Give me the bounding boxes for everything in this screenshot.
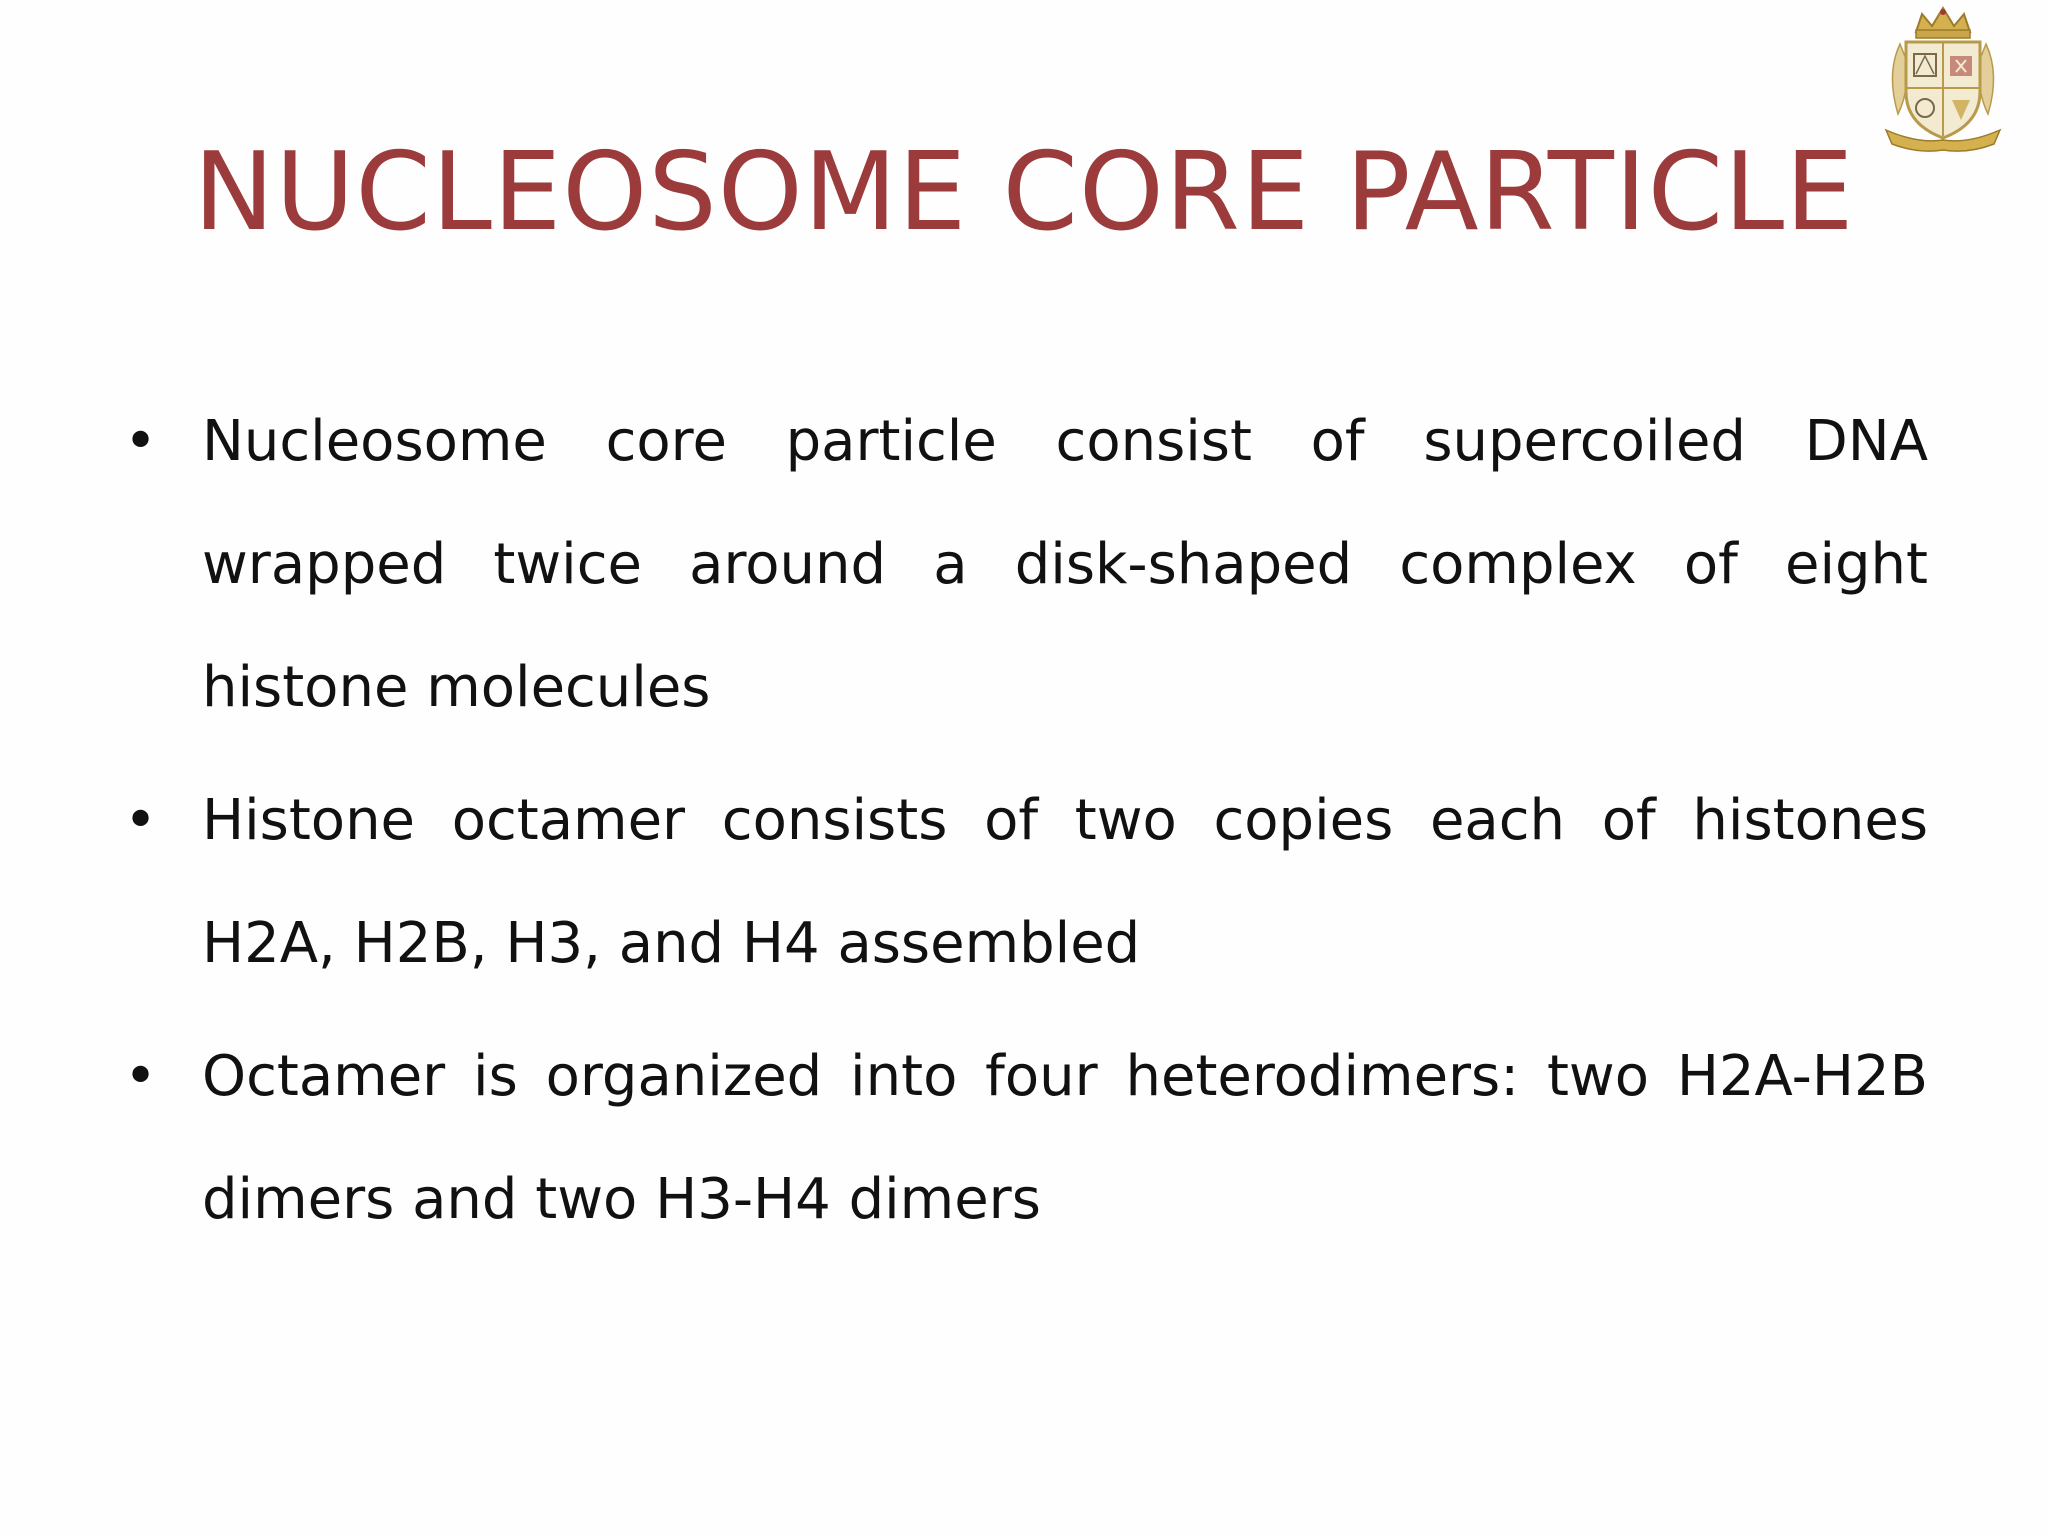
bullet-list [120,380,1928,1271]
bullet-item [120,1015,1928,1261]
slide-title: NUCLEOSOME CORE PARTICLE [193,130,1855,255]
bullet-item [120,759,1928,1005]
bullet-text: Histone octamer consists of two copies each of histones H2A, H2B, H3, and H4 assembled [202,788,1928,976]
bullet-item [120,380,1928,749]
bullet-marker: • [124,788,158,853]
bullet-text: Nucleosome core particle consist of supercoiled DNA wrapped twice around a disk-shaped complex of eight histone molecules [202,409,1928,720]
bullet-text: Octamer is organized into four heterodimers: two H2A-H2B dimers and two H3-H4 dimers [202,1044,1928,1232]
bullet-marker: • [124,409,158,474]
bullet-marker: • [124,1044,158,1109]
